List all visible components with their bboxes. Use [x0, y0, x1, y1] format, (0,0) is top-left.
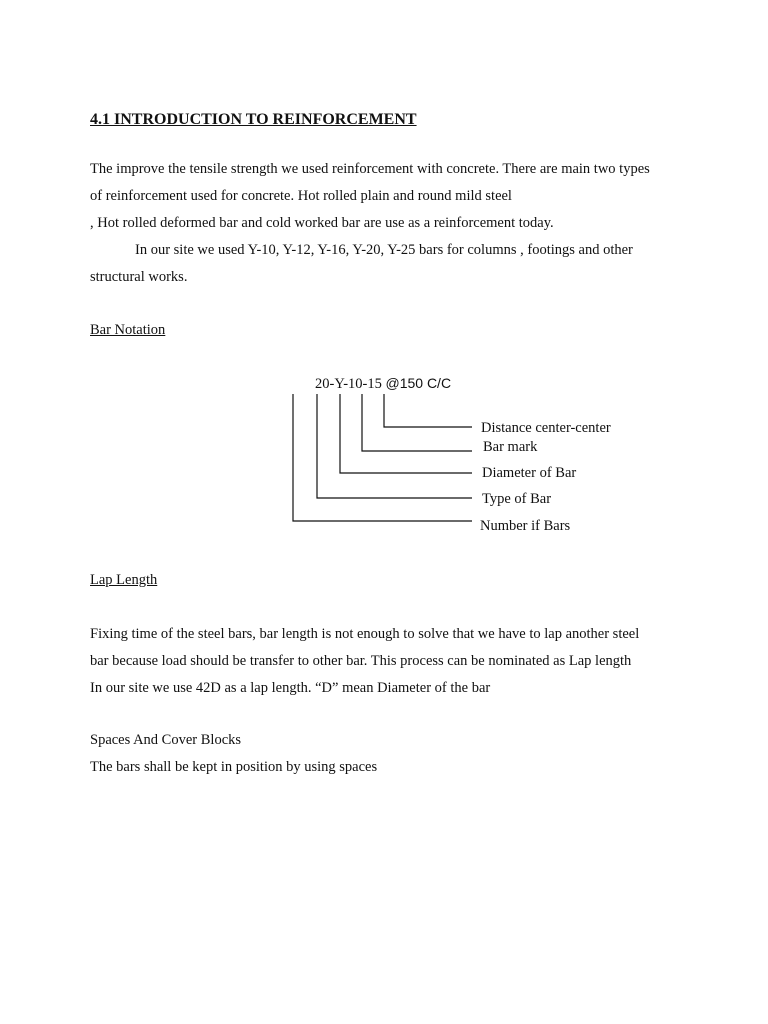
spaces-line-1: The bars shall be kept in position by using spaces	[90, 759, 378, 775]
lap-length-line-3: In our site we use 42D as a lap length. “D” mean Diameter of the bar	[90, 680, 491, 696]
leader-bar-mark	[362, 394, 472, 451]
leader-diameter	[340, 394, 472, 473]
bar-notation-code-main: 20-Y-10-15	[315, 376, 386, 392]
lap-length-line-2: bar because load should be transfer to other bar. This process can be nominated as Lap length	[90, 653, 632, 669]
label-type: Type of Bar	[482, 491, 552, 507]
intro-line-1: The improve the tensile strength we used reinforcement with concrete. There are main two types	[90, 161, 650, 177]
intro-line-2: of reinforcement used for concrete. Hot rolled plain and round mild steel	[90, 188, 512, 204]
leader-number	[293, 394, 472, 521]
intro-line-4: In our site we used Y-10, Y-12, Y-16, Y-20, Y-25 bars for columns , footings and other	[135, 242, 633, 258]
label-diameter: Diameter of Bar	[482, 465, 577, 481]
lap-length-title: Lap Length	[90, 572, 158, 588]
lap-length-line-1: Fixing time of the steel bars, bar length is not enough to solve that we have to lap another steel	[90, 626, 640, 642]
bar-notation-title: Bar Notation	[90, 322, 166, 338]
bar-notation-code-spacing: @150 C/C	[385, 375, 452, 391]
intro-line-5: structural works.	[90, 269, 188, 285]
leader-distance	[384, 394, 472, 427]
section-heading: 4.1 INTRODUCTION TO REINFORCEMENT	[90, 111, 417, 128]
intro-line-3: , Hot rolled deformed bar and cold worked bar are use as a reinforcement today.	[90, 215, 554, 231]
spaces-title: Spaces And Cover Blocks	[90, 732, 242, 748]
label-bar-mark: Bar mark	[483, 439, 538, 455]
label-distance: Distance center-center	[481, 420, 611, 436]
label-number: Number if Bars	[480, 518, 571, 534]
